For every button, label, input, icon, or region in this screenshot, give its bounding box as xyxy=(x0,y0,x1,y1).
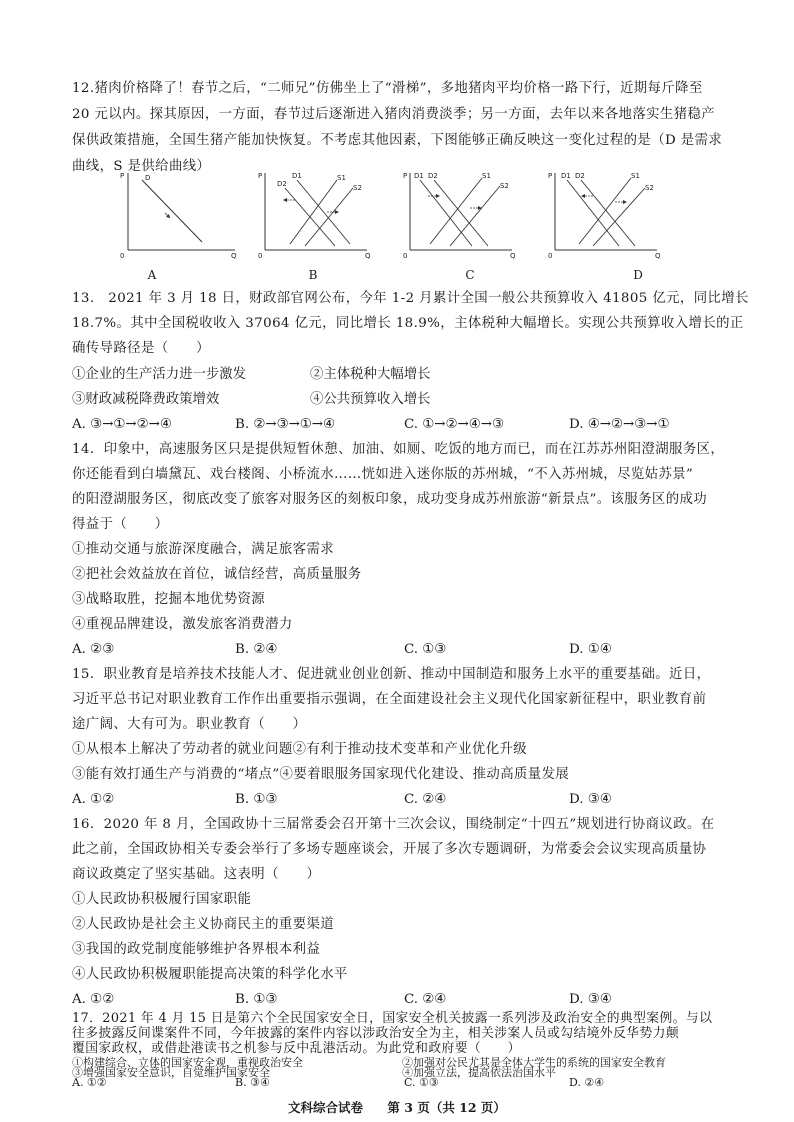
q13-text-line-3: 确传导路径是（ ） xyxy=(72,341,210,356)
graph-b-q-label: Q xyxy=(365,252,371,260)
graph-d-caption: D xyxy=(633,268,643,282)
graph-b-d2-label: D2 xyxy=(277,180,287,188)
graph-d-svg xyxy=(545,168,675,268)
q13-option-4: ④公共预算收入增长 xyxy=(310,392,431,407)
q12-text-line-1: 12.猪肉价格降了！春节之后，“二师兄”仿佛坐上了“滑梯”，多地猪肉平均价格一路下行，近期每斤降至 xyxy=(72,81,703,96)
q15-option-row-2: ③能有效打通生产与消费的“堵点”④要着眼服务国家现代化建设、推动高质量发展 xyxy=(72,767,570,782)
graph-b-s1-curve xyxy=(290,180,337,244)
graph-b-svg xyxy=(255,168,385,268)
graph-c-d1-curve xyxy=(420,180,472,246)
graph-c-d2-label: D2 xyxy=(428,172,438,180)
graph-d-d1-curve xyxy=(567,180,619,246)
graph-b-p-label: P xyxy=(258,172,263,180)
q13-option-2: ②主体税种大幅增长 xyxy=(310,367,431,382)
q16-option-4: ④人民政协积极履职能提高决策的科学化水平 xyxy=(72,967,348,982)
graph-b-origin: 0 xyxy=(258,252,263,260)
q15-text-line-1: 15．职业教育是培养技术技能人才、促进就业创业创新、推动中国制造和服务上水平的重要基础。近日， xyxy=(72,667,711,682)
q13-choice-a[interactable]: A. ③→①→②→④ xyxy=(72,417,172,432)
footer-subject: 文科综合试卷 xyxy=(288,1100,364,1115)
q14-text-line-4: 得益于（ ） xyxy=(72,517,169,532)
q17-option-2: ②加强对公民尤其是全体大学生的系统的国家安全教育 xyxy=(402,1056,666,1069)
q17-option-4: ④加强立法，提高依法治国水平 xyxy=(402,1066,556,1079)
graph-a xyxy=(110,168,240,288)
q16-choice-c[interactable]: C. ②④ xyxy=(404,992,447,1007)
graph-b-caption: B xyxy=(308,268,318,282)
q16-option-2: ②人民政协是社会主义协商民主的重要渠道 xyxy=(72,917,335,932)
q17-options-block xyxy=(72,1058,732,1094)
graph-d-d2-label: D2 xyxy=(575,172,585,180)
q16-option-3: ③我国的政党制度能够维护各界根本利益 xyxy=(72,942,321,957)
q16-choice-a[interactable]: A. ①② xyxy=(72,992,115,1007)
graph-d-s1-label: S1 xyxy=(631,172,640,180)
graph-d-d2-curve xyxy=(581,180,635,246)
q14-choice-c[interactable]: C. ①③ xyxy=(404,642,447,657)
q12-text-line-4: 曲线，S 是供给曲线） xyxy=(72,159,211,174)
graph-c-s1-label: S1 xyxy=(482,172,491,180)
graph-b-s2-label: S2 xyxy=(353,184,362,192)
graph-c-q-label: Q xyxy=(510,252,516,260)
q13-text-line-2: 18.7%。其中全国税收收入 37064 亿元，同比增长 18.9%，主体税种大幅增长。实现公共预算收入增长的正 xyxy=(72,316,744,331)
q15-choice-c[interactable]: C. ②④ xyxy=(404,792,447,807)
q15-choice-b[interactable]: B. ①③ xyxy=(235,792,278,807)
q14-text-line-3: 的阳澄湖服务区，彻底改变了旅客对服务区的刻板印象，成功变身成苏州旅游“新景点”。该服务区的成功 xyxy=(72,492,708,507)
graph-b-s2-curve xyxy=(305,188,353,246)
graph-b-d1-label: D1 xyxy=(292,172,302,180)
q12-text-line-3: 保供政策措施，全国生猪产能加快恢复。不考虑其他因素，下图能够正确反映这一变化过程的是（D 是需求 xyxy=(72,133,723,148)
graph-c-p-label: P xyxy=(403,172,408,180)
q16-choice-d[interactable]: D. ③④ xyxy=(569,992,612,1007)
graph-c-d2-curve xyxy=(434,180,488,246)
q13-text-line-1: 13. 2021 年 3 月 18 日，财政部官网公布，今年 1-2 月累计全国一般公共预算收入 41805 亿元，同比增长 xyxy=(72,291,749,306)
q17-choice-b[interactable]: B. ③④ xyxy=(235,1076,270,1089)
graph-c-s2-label: S2 xyxy=(500,182,509,190)
footer-page-number: 第 3 页（共 12 页） xyxy=(387,1100,506,1115)
q16-text-line-2: 此之前，全国政协相关专委会举行了多场专题座谈会，开展了多次专题调研，为常委会会议实现高质量协 xyxy=(72,842,707,857)
graph-d-s2-label: S2 xyxy=(645,184,654,192)
graph-a-caption: A xyxy=(147,268,157,282)
q13-choice-d[interactable]: D. ④→②→③→① xyxy=(569,417,670,432)
q13-choice-b[interactable]: B. ②→③→①→④ xyxy=(235,417,336,432)
q14-text-line-1: 14．印象中，高速服务区只是提供短暂休憩、加油、如厕、吃饭的地方而已，而在江苏苏州阳澄湖服务区， xyxy=(72,442,725,457)
graph-d-q-label: Q xyxy=(655,252,661,260)
q14-option-1: ①推动交通与旅游深度融合，满足旅客需求 xyxy=(72,542,335,557)
q15-choice-a[interactable]: A. ①② xyxy=(72,792,115,807)
graph-d-origin: 0 xyxy=(548,252,553,260)
q13-option-1: ①企业的生产活力进一步激发 xyxy=(72,367,247,382)
page-footer xyxy=(0,1098,794,1116)
q15-text-line-2: 习近平总书记对职业教育工作作出重要指示强调，在全面建设社会主义现代化国家新征程中，职业教育前 xyxy=(72,692,707,707)
q14-choice-a[interactable]: A. ②③ xyxy=(72,642,115,657)
graph-c-d1-label: D1 xyxy=(414,172,424,180)
q17-option-3: ③增强国家安全意识，自觉维护国家安全 xyxy=(72,1066,270,1079)
q17-choice-a[interactable]: A. ①② xyxy=(72,1076,107,1089)
q15-choice-d[interactable]: D. ③④ xyxy=(569,792,612,807)
q14-choice-b[interactable]: B. ②④ xyxy=(235,642,278,657)
graph-d-p-label: P xyxy=(548,172,553,180)
graph-a-q-label: Q xyxy=(231,252,237,260)
q14-text-line-2: 你还能看到白墙黛瓦、戏台楼阁、小桥流水……恍如进入迷你版的苏州城，“不入苏州城，尽览姑苏景” xyxy=(72,467,694,482)
graph-c-origin: 0 xyxy=(403,252,408,260)
graph-c-caption: C xyxy=(465,268,475,282)
q17-text-line-1: 17．2021 年 4 月 15 日是第六个全民国家安全日，国家安全机关披露一系列涉及政治安全的典型案例。与以 xyxy=(72,1011,713,1026)
q17-choice-d[interactable]: D. ②④ xyxy=(569,1076,605,1089)
q16-text-line-3: 商议政奠定了坚实基础。这表明（ ） xyxy=(72,867,321,882)
graph-b-d1-curve xyxy=(297,180,350,244)
graph-b-s1-label: S1 xyxy=(337,174,346,182)
q16-option-1: ①人民政协积极履行国家职能 xyxy=(72,892,252,907)
graph-a-demand-curve xyxy=(142,180,202,242)
graph-c-s2-curve xyxy=(450,186,500,246)
q16-text-line-1: 16．2020 年 8 月，全国政协十三届常委会召开第十三次会议，围绕制定“十四五”规划进行协商议政。在 xyxy=(72,817,715,832)
graph-a-p-label: P xyxy=(120,172,125,180)
q17-text-line-3: 覆国家政权，或借赴港读书之机参与反中乱港活动。为此党和政府要（ ） xyxy=(72,1041,521,1056)
q14-choice-d[interactable]: D. ①④ xyxy=(569,642,612,657)
q14-option-2: ②把社会效益放在首位，诚信经营，高质量服务 xyxy=(72,567,362,582)
q12-text-line-2: 20 元以内。探其原因，一方面，春节过后逐渐进入猪肉消费淡季；另一方面，去年以来各地落实生猪稳产 xyxy=(72,107,716,122)
q16-choice-b[interactable]: B. ①③ xyxy=(235,992,278,1007)
graph-a-svg xyxy=(110,168,240,268)
q17-text-line-2: 往多披露反间谍案件不同，今年披露的案件内容以涉政治安全为主，相关涉案人员或勾结境外反华势力颠 xyxy=(72,1026,680,1041)
graph-c-svg xyxy=(400,168,530,268)
graph-a-d-label: D xyxy=(145,174,151,182)
q15-option-row-1: ①从根本上解决了劳动者的就业问题②有利于推动技术变革和产业优化升级 xyxy=(72,742,528,757)
q13-choice-c[interactable]: C. ①→②→④→③ xyxy=(404,417,504,432)
graph-d-d1-label: D1 xyxy=(561,172,571,180)
q13-option-3: ③财政减税降费政策增效 xyxy=(72,392,220,407)
graph-d-s1-curve xyxy=(579,178,631,244)
q17-option-1: ①构建综合、立体的国家安全观，重视政治安全 xyxy=(72,1056,303,1069)
q15-text-line-3: 途广阔、大有可为。职业教育（ ） xyxy=(72,717,307,732)
graph-d xyxy=(545,168,675,288)
q14-option-3: ③战略取胜，挖掘本地优势资源 xyxy=(72,592,266,607)
q17-choice-c[interactable]: C. ①③ xyxy=(404,1076,439,1089)
q14-option-4: ④重视品牌建设，激发旅客消费潜力 xyxy=(72,617,293,632)
graph-c-s1-curve xyxy=(430,178,482,244)
graph-a-origin: 0 xyxy=(120,252,125,260)
